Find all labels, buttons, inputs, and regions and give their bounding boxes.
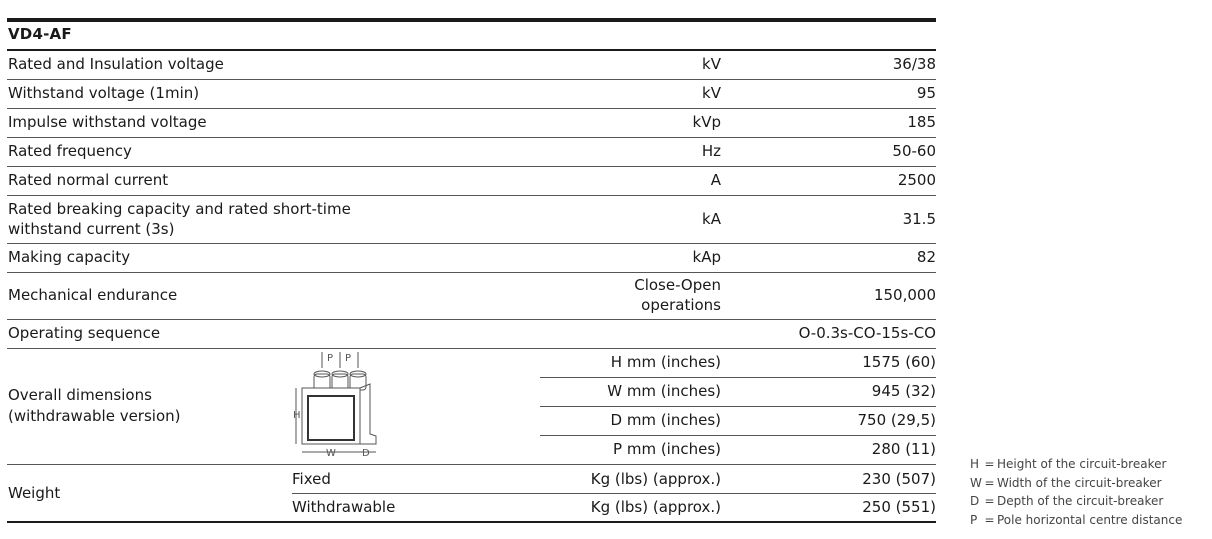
row-value: 82 xyxy=(916,248,936,266)
row-label: Rated normal current xyxy=(8,171,169,189)
row-divider xyxy=(7,272,936,273)
weight-value: 230 (507) xyxy=(862,470,936,488)
row-divider xyxy=(7,348,936,349)
row-divider xyxy=(7,108,936,109)
legend-equals: = xyxy=(984,512,995,527)
weight-label-text: Weight xyxy=(8,484,61,502)
table-top-rule xyxy=(7,18,936,22)
row-value: 36/38 xyxy=(892,55,936,73)
legend-text: Pole horizontal centre distance xyxy=(997,512,1183,527)
row-value: 31.5 xyxy=(902,210,936,228)
table-title: VD4-AF xyxy=(8,25,72,43)
row-unit: A xyxy=(710,171,721,189)
row-value: 95 xyxy=(916,84,936,102)
row-value: 50-60 xyxy=(892,142,936,160)
row-label-line1: Rated breaking capacity and rated short-time xyxy=(8,200,351,218)
dimension-unit: P mm (inches) xyxy=(613,440,721,458)
dimension-divider xyxy=(540,435,936,436)
row-divider xyxy=(7,319,936,320)
row-unit: kA xyxy=(702,210,721,228)
legend-key: P xyxy=(970,512,978,527)
legend-item xyxy=(970,455,1182,474)
d-label: D xyxy=(362,448,370,459)
legend-equals: = xyxy=(984,494,995,508)
row-divider xyxy=(7,137,936,138)
legend-item xyxy=(970,511,1182,530)
row-divider xyxy=(7,243,936,244)
legend-text: Depth of the circuit-breaker xyxy=(997,494,1164,508)
p-label-1: P xyxy=(327,353,334,364)
row-value: 2500 xyxy=(897,171,936,189)
dimension-value: 1575 (60) xyxy=(862,353,936,371)
dimension-divider xyxy=(540,406,936,407)
row-value: 150,000 xyxy=(873,286,936,304)
weight-unit: Kg (lbs) (approx.) xyxy=(590,470,721,488)
dimensions-label-line1: Overall dimensions xyxy=(8,386,152,404)
row-label: Rated and Insulation voltage xyxy=(8,55,224,73)
row-value: O-0.3s-CO-15s-CO xyxy=(798,324,936,342)
row-unit: kV xyxy=(702,84,721,102)
row-label: Operating sequence xyxy=(8,324,161,342)
dimension-value: 280 (11) xyxy=(871,440,936,458)
legend-key: D xyxy=(970,494,980,508)
p-label-2: P xyxy=(345,353,352,364)
weight-unit: Kg (lbs) (approx.) xyxy=(590,498,721,516)
row-unit: kV xyxy=(702,55,721,73)
title-rule xyxy=(7,49,936,51)
table-bottom-rule xyxy=(7,521,936,523)
legend-item xyxy=(970,474,1182,493)
w-label: W xyxy=(326,448,336,459)
weight-type: Withdrawable xyxy=(292,498,396,516)
dimension-unit: H mm (inches) xyxy=(610,353,721,371)
dimensions-label-line2: (withdrawable version) xyxy=(8,407,181,425)
row-divider xyxy=(7,195,936,196)
weight-divider xyxy=(292,493,936,494)
legend-key: H xyxy=(970,457,980,471)
dimension-unit: W mm (inches) xyxy=(607,382,721,400)
weight-type: Fixed xyxy=(292,470,331,488)
row-divider xyxy=(7,79,936,80)
row-divider xyxy=(7,464,936,465)
h-label: H xyxy=(293,410,301,421)
row-label-line2: withstand current (3s) xyxy=(8,220,175,238)
dimension-divider xyxy=(540,377,936,378)
dimension-legend xyxy=(970,455,1182,529)
row-unit: kVp xyxy=(692,113,721,131)
row-divider xyxy=(7,166,936,167)
weight-value: 250 (551) xyxy=(862,498,936,516)
legend-text: Width of the circuit-breaker xyxy=(997,475,1162,490)
row-label: Making capacity xyxy=(8,248,131,266)
dimension-value: 945 (32) xyxy=(871,382,936,400)
legend-item xyxy=(970,492,1182,511)
row-unit: kAp xyxy=(692,248,721,266)
row-unit-line1: Close-Open xyxy=(634,276,721,294)
dimension-unit: D mm (inches) xyxy=(610,411,721,429)
legend-key: W xyxy=(970,475,982,490)
row-label: Withstand voltage (1min) xyxy=(8,84,200,102)
row-unit-line2: operations xyxy=(641,296,721,314)
row-value: 185 xyxy=(907,113,936,131)
row-label: Mechanical endurance xyxy=(8,286,178,304)
dimension-value: 750 (29,5) xyxy=(857,411,936,429)
circuit-breaker-dimension-icon xyxy=(288,350,398,460)
row-label: Rated frequency xyxy=(8,142,132,160)
row-unit: Hz xyxy=(701,142,721,160)
legend-equals: = xyxy=(984,475,995,490)
legend-text: Height of the circuit-breaker xyxy=(997,457,1167,471)
legend-equals: = xyxy=(984,457,995,471)
row-label: Impulse withstand voltage xyxy=(8,113,207,131)
